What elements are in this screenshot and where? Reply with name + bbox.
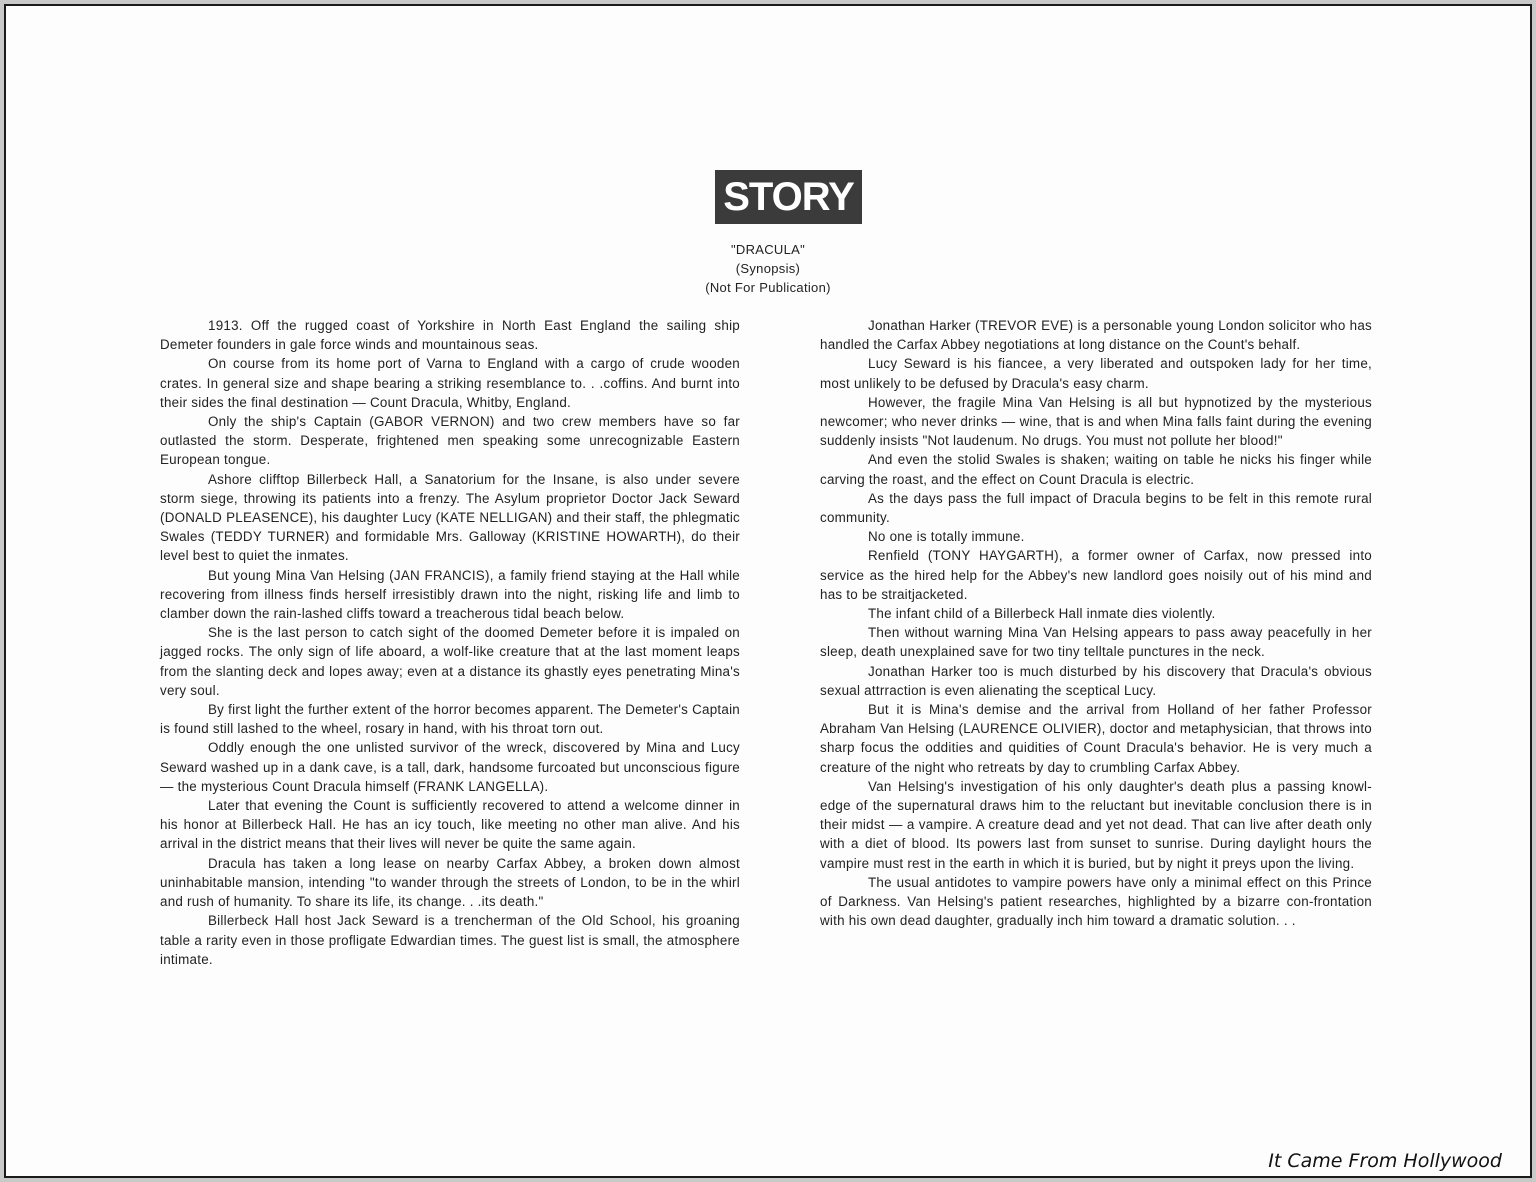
left-column: [160, 316, 740, 969]
paragraph: By first light the further extent of the horror becomes apparent. The Demeter's Captain is found still lashed to the wheel, rosary in hand, with his throat torn out.: [160, 702, 740, 737]
paragraph: On course from its home port of Varna to England with a cargo of crude wooden crates. In general size and shape bearing a striking resemblance to. . .coffins. And burnt into their sides the final destination — Count Dracula, Whitby, England.: [160, 356, 740, 410]
paragraph: Lucy Seward is his fiancee, a very liberated and outspoken lady for her time, most unlikely to be defused by Dracula's easy charm.: [820, 356, 1372, 391]
paragraph: Jonathan Harker too is much disturbed by his discovery that Dracula's obvious sexual attrraction is even alienating the sceptical Lucy.: [820, 663, 1372, 698]
publication-note: (Not For Publication): [705, 280, 831, 295]
synopsis-label: (Synopsis): [735, 261, 801, 276]
story-heading: STORY: [715, 170, 862, 224]
paragraph: Ashore clifftop Billerbeck Hall, a Sanatorium for the Insane, is also under severe storm siege, throwing its patients into a frenzy. The Asylum proprietor Doctor Jack Seward (DONALD PLEASENCE), his daughter Lucy (KATE NELLIGAN) and their staff, the phlegmatic Swales (TEDDY TURNER) and formidable Mrs. Galloway (KRISTINE HOWARTH), do their level best to quiet the inmates.: [160, 471, 740, 564]
paragraph: No one is totally immune.: [868, 529, 1025, 545]
right-column: [820, 316, 1372, 931]
paragraph: But it is Mina's demise and the arrival from Holland of her father Professor Abraham Van Helsing (LAURENCE OLIVIER), doctor and metaphysician, that throws into sharp focus the oddities and quidities of Count Dracula's behavior. He is very much a creature of the night who retreats by day to crumbling Carfax Abbey.: [820, 702, 1372, 775]
paragraph: She is the last person to catch sight of the doomed Demeter before it is impaled on jagged rocks. The only sign of life aboard, a wolf-like creature that at the last moment leaps from the slanting deck and lopes away; even at a distance its ghastly eyes penetrating Mina's very soul.: [160, 625, 740, 698]
paragraph: As the days pass the full impact of Dracula begins to be felt in this remote rural community.: [820, 490, 1372, 526]
paragraph: Renfield (TONY HAYGARTH), a former owner of Carfax, now pressed into service as the hired help for the Abbey's new landlord goes noisily out of his mind and has to be straitjacketed.: [820, 548, 1372, 602]
paragraph: Later that evening the Count is sufficiently recovered to attend a welcome dinner in his honor at Billerbeck Hall. He has an icy touch, like meeting no other man alive. And his arrival in the district means that their lives will never be quite the same again.: [160, 798, 740, 852]
watermark: It Came From Hollywood: [1268, 1150, 1502, 1172]
paragraph: Oddly enough the one unlisted survivor of the wreck, discovered by Mina and Lucy Seward washed up in a dank cave, is a tall, dark, handsome furcoated but unconscious figure — the mysterious Count Dracula himself (FRANK LANGELLA).: [160, 740, 740, 794]
film-title: "DRACULA": [730, 242, 806, 257]
paragraph: Dracula has taken a long lease on nearby Carfax Abbey, a broken down almost uninhabitable mansion, intending "to wander through the streets of London, to be in the whirl and rush of humanity. To share its life, its change. . .its death.": [160, 855, 740, 910]
paragraph: Billerbeck Hall host Jack Seward is a trencherman of the Old School, his groaning table a rarity even in those profligate Edwardian times. The guest list is small, the atmosphere intimate.: [160, 913, 740, 967]
paragraph: 1913. Off the rugged coast of Yorkshire in North East England the sailing ship Demeter founders in gale force winds and mountainous seas.: [160, 318, 740, 353]
paragraph: The infant child of a Billerbeck Hall inmate dies violently.: [868, 606, 1216, 622]
paragraph: Then without warning Mina Van Helsing appears to pass away peacefully in her sleep, death unexplained save for two tiny telltale punctures in the neck.: [820, 625, 1372, 660]
paragraph: The usual antidotes to vampire powers have only a minimal effect on this Prince of Darkness. Van Helsing's patient researches, highlighted by a bizarre con-frontation with his own dead daughter, gradually inch him toward a dramatic solution. . .: [820, 874, 1372, 929]
document-page: [4, 4, 1532, 1178]
paragraph: Jonathan Harker (TREVOR EVE) is a personable young London solicitor who has handled the Carfax Abbey negotiations at long distance on the Count's behalf.: [820, 318, 1372, 353]
paragraph: And even the stolid Swales is shaken; waiting on table he nicks his finger while carving the roast, and the effect on Count Dracula is electric.: [820, 452, 1372, 487]
paragraph: But young Mina Van Helsing (JAN FRANCIS), a family friend staying at the Hall while recovering from illness finds herself irresistibly drawn into the night, risking life and limb to clamber down the rain-lashed cliffs toward a treacherous tidal beach below.: [160, 567, 740, 622]
paragraph: Only the ship's Captain (GABOR VERNON) and two crew members have so far outlasted the storm. Desperate, frightened men speaking some unrecognizable Eastern European tongue.: [160, 414, 740, 468]
paragraph: However, the fragile Mina Van Helsing is all but hypnotized by the mysterious newcomer; who never drinks — wine, that is and when Mina falls faint during the evening suddenly insists "Not laudenum. No drugs. You must not pollute her blood!": [820, 394, 1372, 449]
paragraph: Van Helsing's investigation of his only daughter's death plus a passing knowl-edge of the supernatural draws him to the reluctant but inevitable conclusion there is in their midst — a vampire. A creature dead and yet not dead. That can live after death only with a diet of blood. Its powers last from sunset to sunrise. During daylight hours the vampire must rest in the earth in which it is buried, but by night it preys upon the living.: [820, 778, 1372, 871]
